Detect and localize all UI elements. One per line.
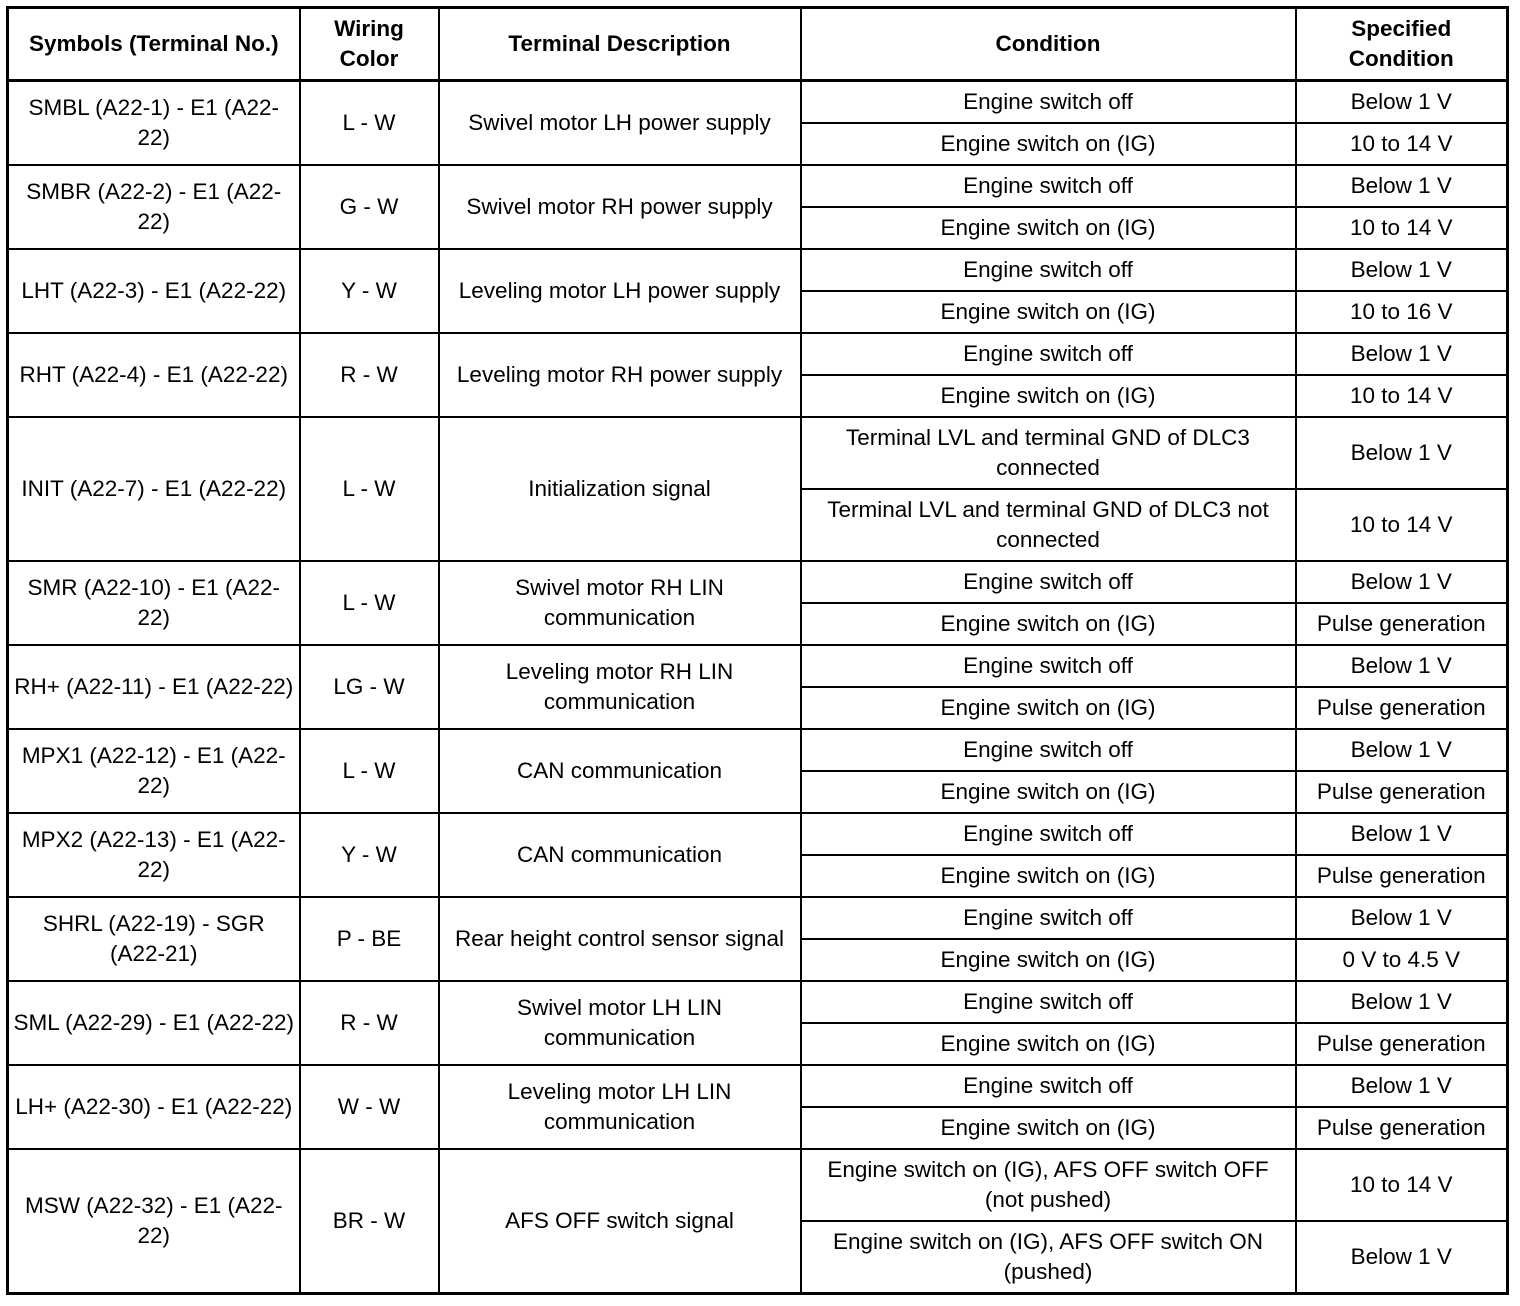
cell-symbol: SMBL (A22-1) - E1 (A22-22)	[8, 81, 300, 166]
header-condition: Condition	[801, 8, 1296, 81]
cell-condition: Engine switch off	[801, 897, 1296, 939]
cell-wiring-color: P - BE	[300, 897, 439, 981]
cell-specified-condition: Pulse generation	[1296, 603, 1508, 645]
cell-symbol: MPX1 (A22-12) - E1 (A22-22)	[8, 729, 300, 813]
header-terminal-description: Terminal Description	[439, 8, 801, 81]
cell-specified-condition: Below 1 V	[1296, 1221, 1508, 1294]
cell-condition: Engine switch off	[801, 645, 1296, 687]
cell-condition: Engine switch on (IG)	[801, 1023, 1296, 1065]
table-row	[8, 729, 1508, 771]
cell-condition: Engine switch on (IG)	[801, 375, 1296, 417]
cell-symbol: SML (A22-29) - E1 (A22-22)	[8, 981, 300, 1065]
cell-specified-condition: Below 1 V	[1296, 249, 1508, 291]
table-header	[8, 8, 1508, 81]
cell-symbol: SHRL (A22-19) - SGR (A22-21)	[8, 897, 300, 981]
cell-condition: Terminal LVL and terminal GND of DLC3 connected	[801, 417, 1296, 489]
header-symbols: Symbols (Terminal No.)	[8, 8, 300, 81]
cell-specified-condition: Pulse generation	[1296, 1107, 1508, 1149]
cell-wiring-color: R - W	[300, 333, 439, 417]
table-row	[8, 165, 1508, 207]
cell-specified-condition: Below 1 V	[1296, 1065, 1508, 1107]
cell-terminal-description: Swivel motor RH power supply	[439, 165, 801, 249]
cell-symbol: LH+ (A22-30) - E1 (A22-22)	[8, 1065, 300, 1149]
cell-condition: Engine switch on (IG), AFS OFF switch OFF (not pushed)	[801, 1149, 1296, 1221]
cell-specified-condition: Below 1 V	[1296, 81, 1508, 124]
header-specified-condition: Specified Condition	[1296, 8, 1508, 81]
cell-condition: Engine switch on (IG)	[801, 123, 1296, 165]
cell-specified-condition: Below 1 V	[1296, 165, 1508, 207]
terminal-spec-table	[6, 6, 1509, 1295]
cell-symbol: MPX2 (A22-13) - E1 (A22-22)	[8, 813, 300, 897]
cell-condition: Engine switch on (IG)	[801, 207, 1296, 249]
cell-terminal-description: Leveling motor LH power supply	[439, 249, 801, 333]
cell-condition: Engine switch on (IG)	[801, 687, 1296, 729]
cell-wiring-color: L - W	[300, 561, 439, 645]
header-wiring-color: Wiring Color	[300, 8, 439, 81]
cell-condition: Engine switch off	[801, 729, 1296, 771]
cell-specified-condition: 10 to 14 V	[1296, 375, 1508, 417]
table-row	[8, 1149, 1508, 1221]
cell-condition: Engine switch off	[801, 981, 1296, 1023]
cell-wiring-color: L - W	[300, 81, 439, 166]
cell-terminal-description: Leveling motor LH LIN communication	[439, 1065, 801, 1149]
cell-symbol: SMR (A22-10) - E1 (A22-22)	[8, 561, 300, 645]
cell-wiring-color: LG - W	[300, 645, 439, 729]
cell-condition: Engine switch off	[801, 813, 1296, 855]
cell-terminal-description: Rear height control sensor signal	[439, 897, 801, 981]
cell-condition: Engine switch off	[801, 561, 1296, 603]
cell-symbol: RH+ (A22-11) - E1 (A22-22)	[8, 645, 300, 729]
cell-symbol: LHT (A22-3) - E1 (A22-22)	[8, 249, 300, 333]
cell-condition: Engine switch off	[801, 333, 1296, 375]
cell-specified-condition: Pulse generation	[1296, 1023, 1508, 1065]
cell-specified-condition: Below 1 V	[1296, 333, 1508, 375]
cell-wiring-color: L - W	[300, 729, 439, 813]
cell-condition: Engine switch off	[801, 81, 1296, 124]
terminal-spec-table-wrapper	[6, 6, 1509, 1295]
cell-condition: Engine switch off	[801, 165, 1296, 207]
cell-condition: Engine switch on (IG)	[801, 603, 1296, 645]
cell-terminal-description: Leveling motor RH LIN communication	[439, 645, 801, 729]
cell-specified-condition: 0 V to 4.5 V	[1296, 939, 1508, 981]
table-row	[8, 561, 1508, 603]
cell-terminal-description: AFS OFF switch signal	[439, 1149, 801, 1294]
cell-condition: Engine switch on (IG)	[801, 855, 1296, 897]
cell-symbol: MSW (A22-32) - E1 (A22-22)	[8, 1149, 300, 1294]
cell-terminal-description: CAN communication	[439, 729, 801, 813]
cell-symbol: SMBR (A22-2) - E1 (A22-22)	[8, 165, 300, 249]
cell-specified-condition: Pulse generation	[1296, 771, 1508, 813]
table-row	[8, 813, 1508, 855]
cell-condition: Engine switch on (IG), AFS OFF switch ON (pushed)	[801, 1221, 1296, 1294]
cell-specified-condition: 10 to 14 V	[1296, 123, 1508, 165]
cell-wiring-color: Y - W	[300, 249, 439, 333]
cell-specified-condition: Pulse generation	[1296, 687, 1508, 729]
table-row	[8, 249, 1508, 291]
cell-wiring-color: G - W	[300, 165, 439, 249]
cell-specified-condition: 10 to 16 V	[1296, 291, 1508, 333]
table-body	[8, 81, 1508, 1294]
cell-terminal-description: Leveling motor RH power supply	[439, 333, 801, 417]
cell-symbol: INIT (A22-7) - E1 (A22-22)	[8, 417, 300, 561]
cell-specified-condition: Below 1 V	[1296, 645, 1508, 687]
cell-terminal-description: Swivel motor LH LIN communication	[439, 981, 801, 1065]
cell-terminal-description: Swivel motor LH power supply	[439, 81, 801, 166]
cell-condition: Engine switch on (IG)	[801, 291, 1296, 333]
cell-wiring-color: L - W	[300, 417, 439, 561]
cell-wiring-color: BR - W	[300, 1149, 439, 1294]
cell-specified-condition: 10 to 14 V	[1296, 1149, 1508, 1221]
cell-wiring-color: Y - W	[300, 813, 439, 897]
cell-specified-condition: Pulse generation	[1296, 855, 1508, 897]
cell-specified-condition: Below 1 V	[1296, 897, 1508, 939]
cell-specified-condition: Below 1 V	[1296, 417, 1508, 489]
cell-symbol: RHT (A22-4) - E1 (A22-22)	[8, 333, 300, 417]
cell-specified-condition: Below 1 V	[1296, 729, 1508, 771]
cell-condition: Engine switch on (IG)	[801, 771, 1296, 813]
table-row	[8, 897, 1508, 939]
table-row	[8, 417, 1508, 489]
cell-specified-condition: Below 1 V	[1296, 981, 1508, 1023]
table-row	[8, 81, 1508, 124]
table-row	[8, 1065, 1508, 1107]
cell-condition: Terminal LVL and terminal GND of DLC3 not connected	[801, 489, 1296, 561]
cell-condition: Engine switch off	[801, 1065, 1296, 1107]
cell-specified-condition: Below 1 V	[1296, 561, 1508, 603]
cell-terminal-description: Initialization signal	[439, 417, 801, 561]
header-row	[8, 8, 1508, 81]
cell-specified-condition: 10 to 14 V	[1296, 489, 1508, 561]
cell-terminal-description: CAN communication	[439, 813, 801, 897]
table-row	[8, 981, 1508, 1023]
cell-specified-condition: 10 to 14 V	[1296, 207, 1508, 249]
table-row	[8, 333, 1508, 375]
cell-wiring-color: R - W	[300, 981, 439, 1065]
cell-condition: Engine switch on (IG)	[801, 1107, 1296, 1149]
cell-condition: Engine switch on (IG)	[801, 939, 1296, 981]
cell-terminal-description: Swivel motor RH LIN communication	[439, 561, 801, 645]
table-row	[8, 645, 1508, 687]
cell-condition: Engine switch off	[801, 249, 1296, 291]
cell-wiring-color: W - W	[300, 1065, 439, 1149]
cell-specified-condition: Below 1 V	[1296, 813, 1508, 855]
